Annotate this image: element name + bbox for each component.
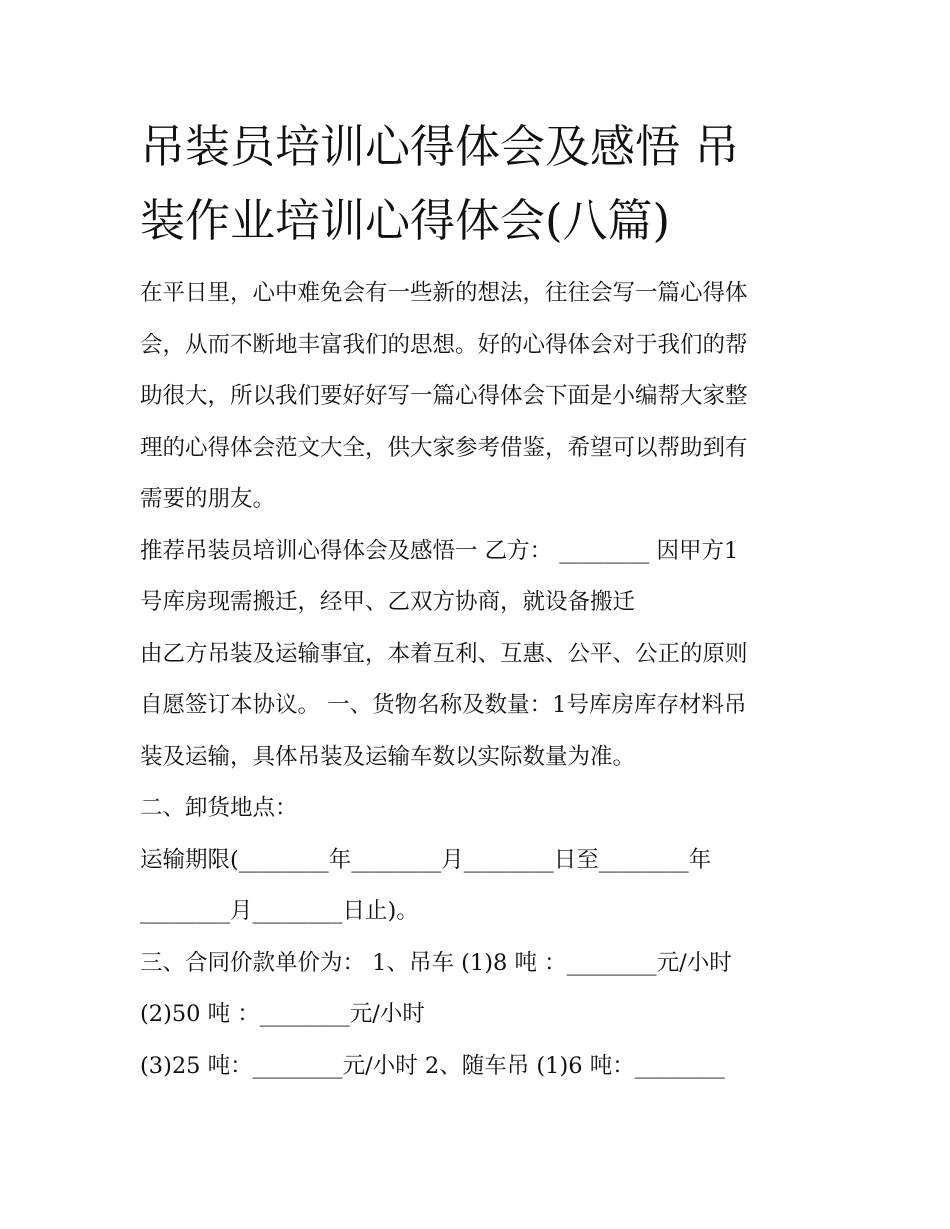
body-line-14: 三、合同价款单价为： 1、吊车 (1)8 吨 ：________元/小时 — [140, 949, 732, 976]
body-line-12: 运输期限(________年________月________日至________年 — [140, 846, 712, 873]
body-line-10: 装及运输，具体吊装及运输车数以实际数量为准。 — [140, 743, 636, 770]
title-line-2: 装作业培训心得体会(八篇) — [140, 194, 671, 247]
body-line-15: (2)50 吨 ：________元/小时 — [140, 1001, 425, 1027]
body-line-2: 会，从而不断地丰富我们的思想。好的心得体会对于我们的帮 — [140, 331, 748, 358]
title-line-1: 吊装员培训心得体会及感悟 吊 — [140, 120, 740, 173]
body-line-6: 推荐吊装员培训心得体会及感悟一 乙方： ________ 因甲方1 — [140, 537, 739, 564]
body-line-16: (3)25 吨：________元/小时 2、随车吊 (1)6 吨：________ — [140, 1052, 725, 1079]
body-line-9: 自愿签订本协议。 一、货物名称及数量：1号库房库存材料吊 — [140, 692, 747, 718]
body-line-3: 助很大，所以我们要好好写一篇心得体会下面是小编帮大家整 — [140, 383, 748, 409]
document-body — [140, 268, 820, 1092]
body-line-11: 二、卸货地点： — [140, 795, 298, 821]
body-line-7: 号库房现需搬迁，经甲、乙双方协商，就设备搬迁 — [140, 589, 636, 615]
body-line-4: 理的心得体会范文大全，供大家参考借鉴，希望可以帮助到有 — [140, 434, 748, 461]
body-line-1: 在平日里，心中难免会有一些新的想法，往往会写一篇心得体 — [140, 280, 748, 306]
body-line-5: 需要的朋友。 — [140, 486, 276, 512]
document-title — [140, 110, 820, 258]
body-line-8: 由乙方吊装及运输事宜，本着互利、互惠、公平、公正的原则 — [140, 640, 748, 667]
body-line-13: ________月________日止)。 — [140, 898, 419, 924]
document-page — [140, 110, 820, 1092]
